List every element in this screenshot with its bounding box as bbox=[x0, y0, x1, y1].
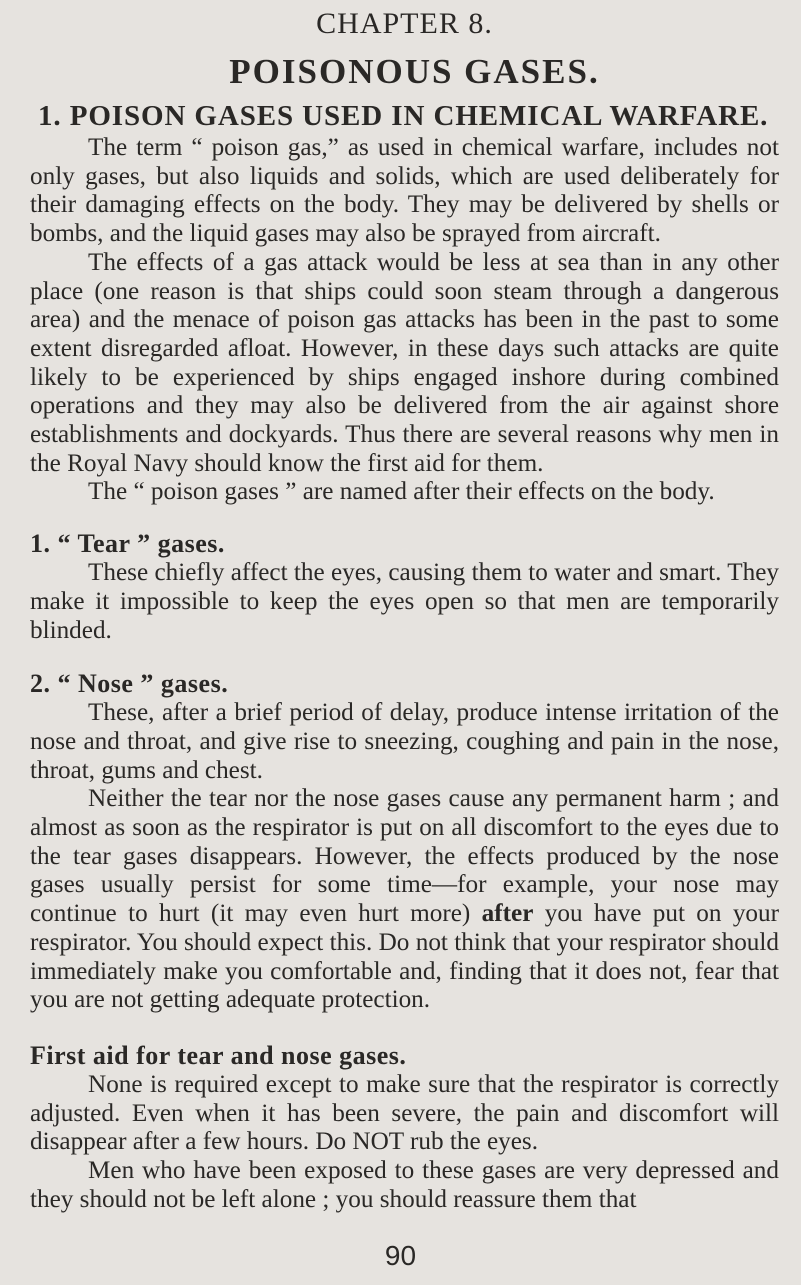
intro-paragraph-1: The term “ poison gas,” as used in chemical warfare, includes not only gases, but also liquids and solids, which are used deliberately for their damaging effects on the body. They may be delivered by shells or bombs, and the liquid gases may also be sprayed from aircraft. bbox=[30, 134, 779, 248]
nose-gases-heading: 2. “ Nose ” gases. bbox=[30, 669, 229, 699]
nose-gases-paragraph-2 bbox=[30, 785, 779, 1015]
section-heading: 1. POISON GASES USED IN CHEMICAL WARFARE. bbox=[38, 100, 769, 132]
intro-paragraph-2: The effects of a gas attack would be less at sea than in any other place (one reason is that ships could soon steam through a dangerous area) and the menace of poison gas attacks has been in the past to some extent disregarded afloat. However, in these days such attacks are quite likely to be experienced by ships engaged inshore during combined operations and they may also be delivered from the air against shore establishments and dockyards. Thus there are several reasons why men in the Royal Navy should know the first aid for them. bbox=[30, 248, 779, 477]
nose-gases-text-start: Neither the tear nor the nose gases cause any permanent harm ; and almost as soon as the respirator is put on all discomfort to the eyes due to the tear gases disappears. However, the effects produced by the nose gases usually persist for some time—for example, your nose may continue to hurt (it may even hurt more) bbox=[30, 785, 779, 928]
chapter-title: POISONOUS GASES. bbox=[229, 52, 600, 91]
nose-gases-paragraph-1: These, after a brief period of delay, produce intense irritation of the nose and throat, and give rise to sneezing, coughing and pain in the nose, throat, gums and chest. bbox=[30, 699, 779, 784]
nose-gases-text-end: you have put on your respirator. You should expect this. Do not think that your respirator should immediately make you comfortable and, finding that it does not, fear that you are not getting adequate protection. bbox=[30, 900, 780, 1014]
first-aid-heading: First aid for tear and nose gases. bbox=[30, 1040, 407, 1070]
first-aid-paragraph-1: None is required except to make sure that the respirator is correctly adjusted. Even when it has been severe, the pain and discomfort will disappear after a few hours. Do NOT rub the eyes. bbox=[30, 1070, 779, 1156]
first-aid-paragraph-2: Men who have been exposed to these gases are very depressed and they should not be left alone ; you should reassure them that bbox=[30, 1157, 779, 1213]
intro-paragraph-3: The “ poison gases ” are named after their effects on the body. bbox=[88, 478, 715, 506]
emphasis-after: after bbox=[481, 900, 534, 928]
chapter-heading: CHAPTER 8. bbox=[316, 7, 493, 40]
tear-gases-paragraph: These chiefly affect the eyes, causing them to water and smart. They make it impossible to keep the eyes open so that men are temporarily blinded. bbox=[30, 559, 779, 644]
page-number: 90 bbox=[384, 1240, 417, 1271]
tear-gases-heading: 1. “ Tear ” gases. bbox=[30, 529, 225, 559]
